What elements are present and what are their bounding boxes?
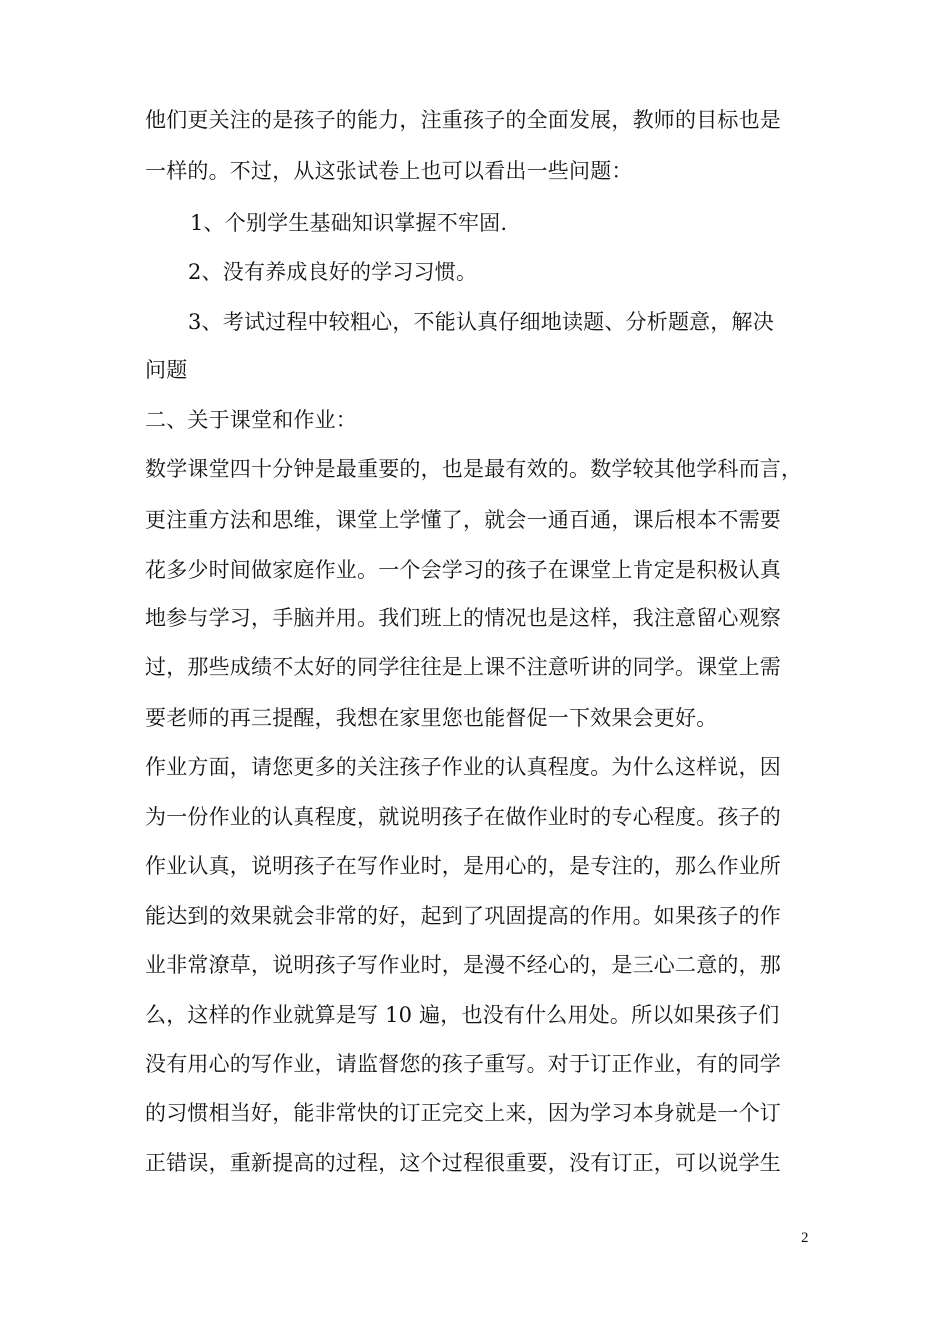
page-number: 2	[801, 1230, 809, 1246]
text-line-15: 为一份作业的认真程度，就说明孩子在做作业时的专心程度。孩子的	[145, 805, 781, 829]
text-line-2: 一样的。不过，从这张试卷上也可以看出一些问题：	[145, 159, 633, 183]
list-item-3: 3、考试过程中较粗心，不能认真仔细地读题、分析题意，解决	[188, 310, 774, 334]
text-line-10: 花多少时间做家庭作业。一个会学习的孩子在课堂上肯定是积极认真	[145, 558, 781, 582]
text-line-17: 能达到的效果就会非常的好，起到了巩固提高的作用。如果孩子的作	[145, 904, 781, 928]
section-heading: 二、关于课堂和作业：	[145, 408, 357, 432]
text-line-6: 问题	[145, 358, 188, 382]
text-line-20: 没有用心的写作业，请监督您的孩子重写。对于订正作业，有的同学	[145, 1052, 781, 1076]
text-line-19: 么，这样的作业就算是写 10 遍，也没有什么用处。所以如果孩子们	[145, 1003, 780, 1027]
text-line-18: 业非常潦草，说明孩子写作业时，是漫不经心的，是三心二意的，那	[145, 953, 781, 977]
text-line-1: 他们更关注的是孩子的能力，注重孩子的全面发展，教师的目标也是	[145, 108, 781, 132]
text-line-14: 作业方面，请您更多的关注孩子作业的认真程度。为什么这样说，因	[145, 755, 781, 779]
text-line-8: 数学课堂四十分钟是最重要的，也是最有效的。数学较其他学科而言，	[145, 457, 803, 481]
text-line-21: 的习惯相当好，能非常快的订正完交上来，因为学习本身就是一个订	[145, 1101, 781, 1125]
text-line-22: 正错误，重新提高的过程，这个过程很重要，没有订正，可以说学生	[145, 1151, 781, 1175]
text-line-12: 过，那些成绩不太好的同学往往是上课不注意听讲的同学。课堂上需	[145, 655, 781, 679]
text-line-13: 要老师的再三提醒，我想在家里您也能督促一下效果会更好。	[145, 706, 718, 730]
text-line-11: 地参与学习，手脑并用。我们班上的情况也是这样，我注意留心观察	[145, 606, 781, 630]
text-line-9: 更注重方法和思维，课堂上学懂了，就会一通百通，课后根本不需要	[145, 508, 781, 532]
list-item-1: 1、个别学生基础知识掌握不牢固.	[190, 211, 508, 235]
text-line-16: 作业认真，说明孩子在写作业时，是用心的，是专注的，那么作业所	[145, 854, 781, 878]
list-item-2: 2、没有养成良好的学习习惯。	[188, 260, 478, 284]
